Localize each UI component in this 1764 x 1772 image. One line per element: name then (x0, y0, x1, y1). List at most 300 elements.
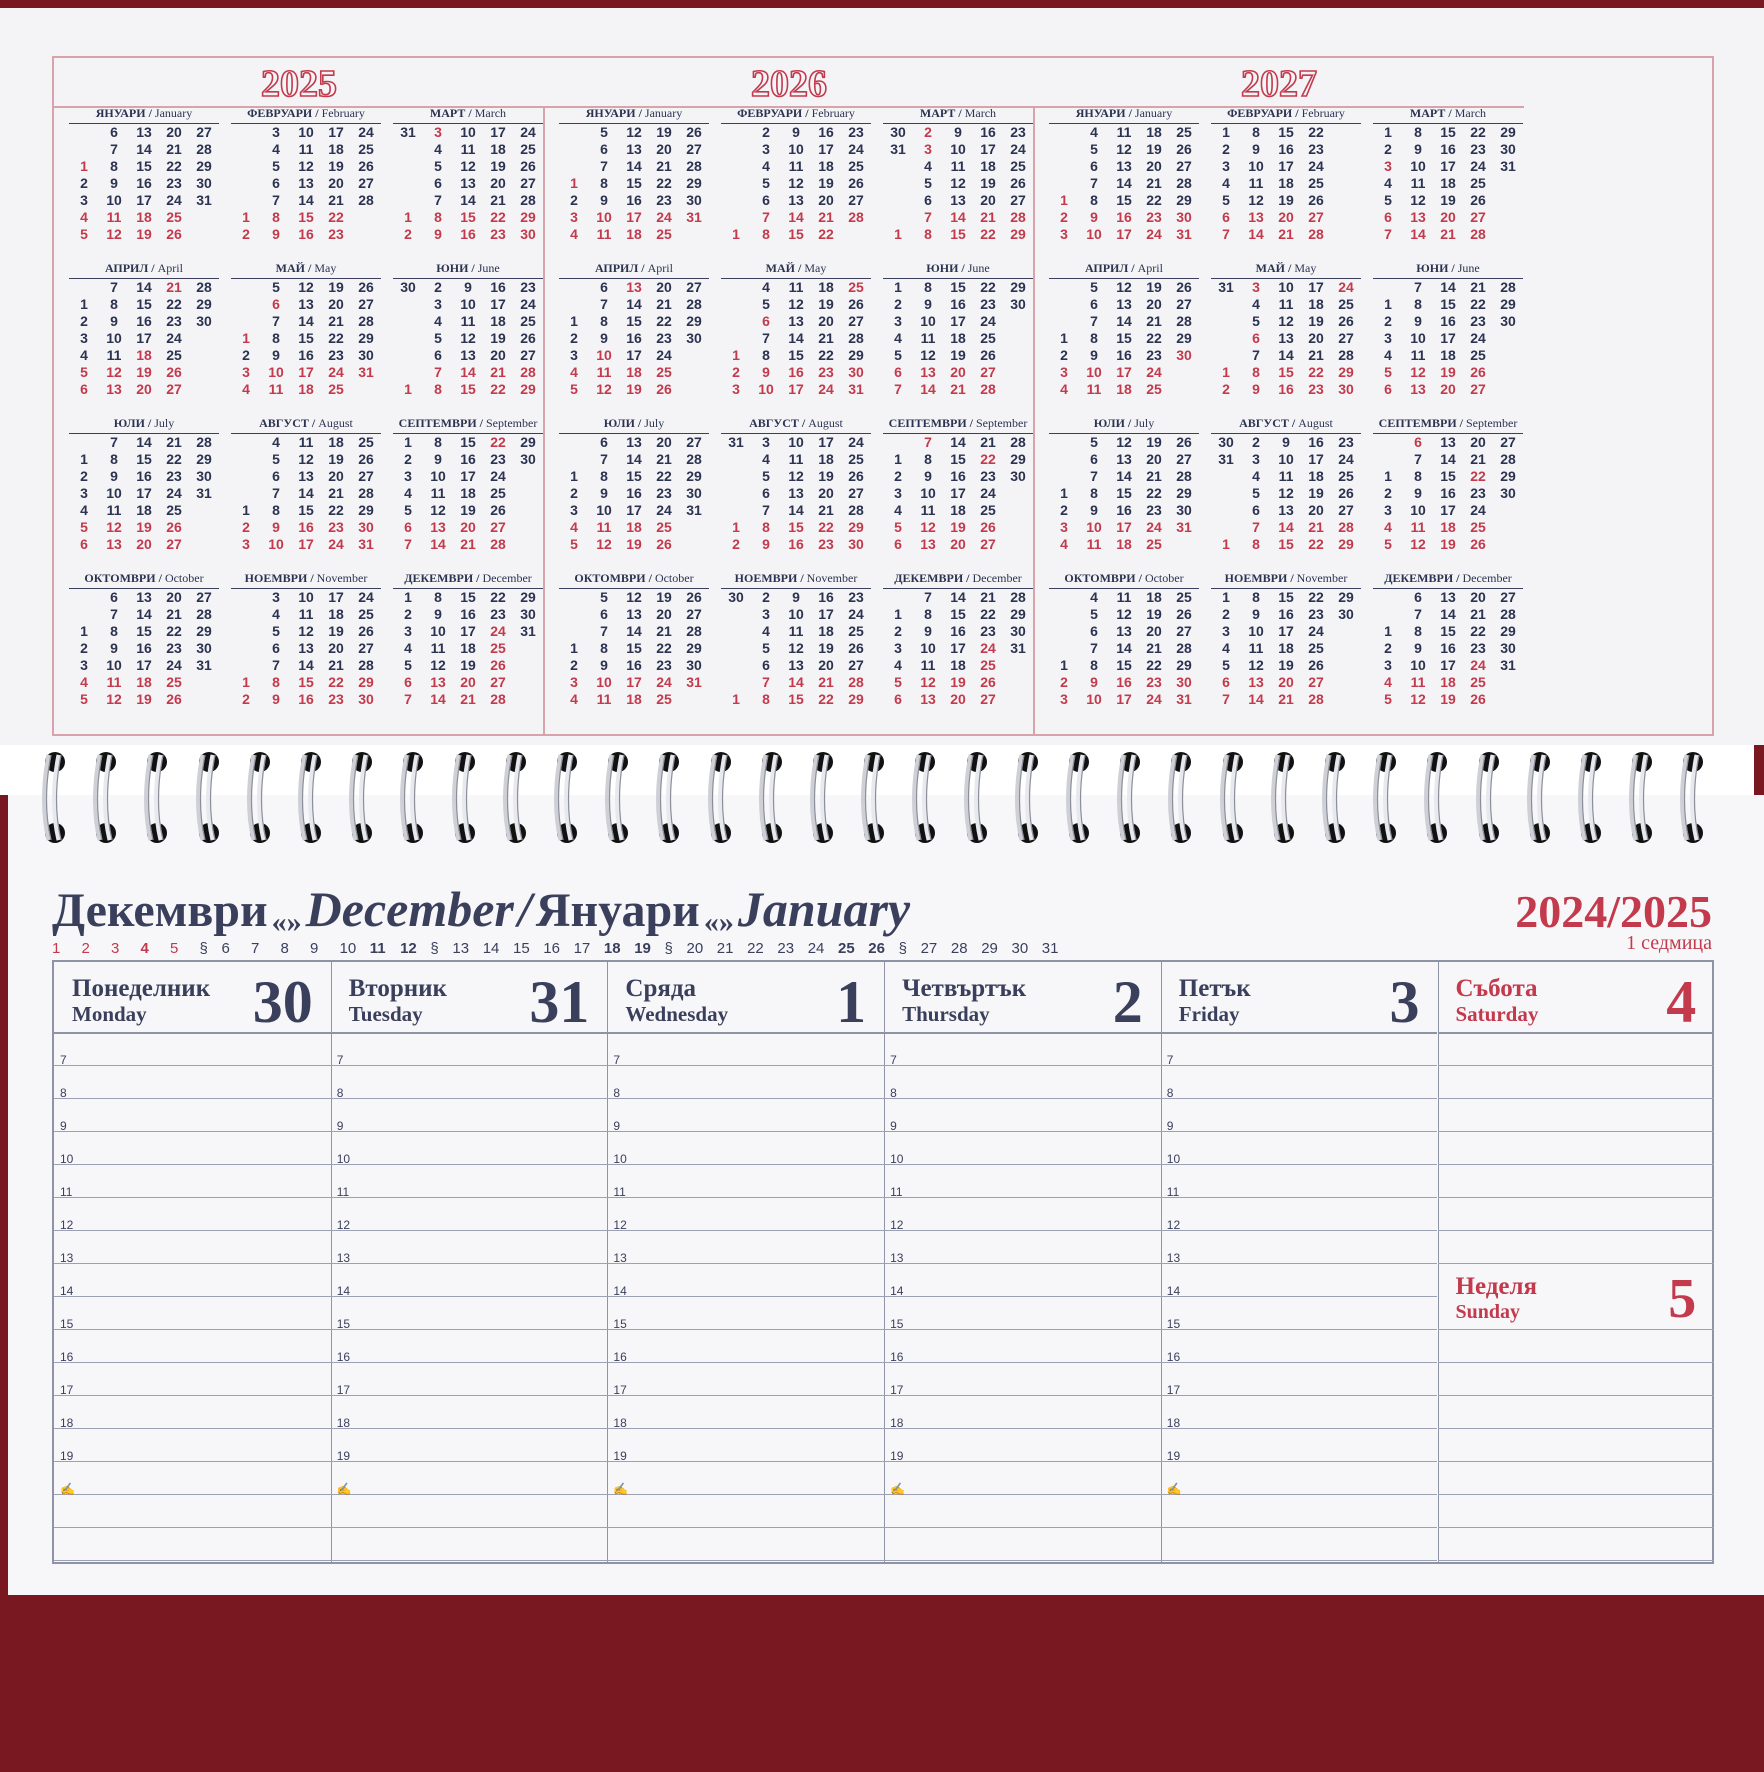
date-cell: 7 (110, 141, 118, 157)
hour-line[interactable] (607, 1494, 884, 1528)
date-cell (1331, 657, 1361, 674)
hour-line[interactable] (1438, 1263, 1715, 1330)
hour-line[interactable] (331, 1197, 608, 1231)
date-cell: 10 (298, 124, 314, 140)
hour-label: 10 (60, 1152, 74, 1166)
date-cell: 29 (848, 691, 864, 707)
hour-line[interactable] (884, 1329, 1161, 1363)
date-cell: 13 (1440, 434, 1456, 450)
date-cell: 23 (818, 364, 834, 380)
hour-line[interactable] (1161, 1065, 1438, 1099)
date-cell: 3 (762, 606, 770, 622)
hour-line[interactable] (54, 1329, 331, 1363)
date-cell: 14 (1248, 226, 1264, 242)
date-cell: 7 (762, 674, 770, 690)
hour-line[interactable] (884, 1098, 1161, 1132)
day-name-bg: Събота (1455, 975, 1538, 1002)
date-cell (513, 640, 543, 657)
date-cell: 29 (358, 330, 374, 346)
hour-line[interactable] (54, 1527, 331, 1561)
weekday-row (231, 279, 381, 296)
day-name-bg: Понеделник (72, 975, 211, 1002)
weekday-row (721, 502, 871, 519)
hour-line[interactable] (1161, 1527, 1438, 1561)
date-cell: 11 (788, 623, 804, 639)
date-cell: 20 (136, 536, 152, 552)
date-cell: 23 (1308, 381, 1324, 397)
date-cell: 6 (762, 192, 770, 208)
date-cell: 29 (1010, 451, 1026, 467)
date-cell (69, 124, 99, 141)
date-cell: 19 (328, 451, 344, 467)
date-cell: 17 (1440, 330, 1456, 346)
hour-line[interactable] (884, 1065, 1161, 1099)
hour-line[interactable] (1438, 1197, 1715, 1231)
hour-label: 13 (336, 1251, 351, 1265)
date-cell: 1 (570, 640, 578, 656)
month-calendar (1049, 571, 1199, 708)
hour-line[interactable] (607, 1527, 884, 1561)
date-cell: 24 (166, 192, 182, 208)
weekday-row (1373, 279, 1523, 296)
hour-line[interactable] (331, 1395, 608, 1429)
date-cell: 12 (1248, 192, 1264, 208)
date-cell: 29 (686, 468, 702, 484)
hour-line[interactable] (1161, 1362, 1438, 1396)
date-cell: 7 (1414, 279, 1422, 295)
date-cell: 11 (596, 691, 612, 707)
date-cell: 7 (600, 451, 608, 467)
date-cell: 6 (1384, 209, 1392, 225)
hour-line[interactable] (607, 1032, 884, 1066)
hour-line[interactable] (884, 1494, 1161, 1528)
date-cell: 22 (166, 296, 182, 312)
hour-line[interactable] (1438, 1230, 1715, 1264)
hour-line[interactable] (607, 1230, 884, 1264)
date-cell: 7 (924, 434, 932, 450)
weekday-row (69, 674, 219, 691)
hour-line[interactable] (607, 1164, 884, 1198)
date-cell: 14 (1440, 606, 1456, 622)
spiral-coil (142, 745, 172, 850)
date-cell: 27 (686, 141, 702, 157)
date-cell: 14 (1116, 640, 1132, 656)
hour-line[interactable] (884, 1032, 1161, 1066)
date-cell: 19 (136, 519, 152, 535)
date-cell: 9 (762, 536, 770, 552)
hour-line[interactable] (331, 1065, 608, 1099)
date-cell (1049, 640, 1079, 657)
date-cell: 10 (1086, 691, 1102, 707)
hour-line[interactable] (331, 1098, 608, 1132)
hour-line[interactable] (1438, 1395, 1715, 1429)
date-cell: 20 (950, 536, 966, 552)
hour-line[interactable] (1161, 1164, 1438, 1198)
weekday-row (231, 691, 381, 708)
date-cell: 13 (1116, 158, 1132, 174)
hour-line[interactable] (331, 1461, 608, 1495)
hour-line[interactable] (54, 1131, 331, 1165)
date-cell: 1 (80, 451, 88, 467)
date-cell: 27 (848, 657, 864, 673)
date-cell: 21 (328, 657, 344, 673)
hour-line[interactable] (607, 1461, 884, 1495)
date-cell (679, 364, 709, 381)
date-cell: 21 (1470, 606, 1486, 622)
date-cell (231, 434, 261, 451)
hour-line[interactable] (54, 1098, 331, 1132)
date-cell (883, 175, 913, 192)
hour-line[interactable] (1438, 1164, 1715, 1198)
date-cell: 3 (1384, 657, 1392, 673)
hour-line[interactable] (607, 1296, 884, 1330)
date-cell: 8 (272, 674, 280, 690)
date-cell: 1 (570, 313, 578, 329)
date-cell: 27 (520, 347, 536, 363)
weekday-row (69, 141, 219, 158)
hour-line[interactable] (607, 1263, 884, 1297)
date-cell: 21 (1146, 640, 1162, 656)
hour-line[interactable] (1161, 1428, 1438, 1462)
date-cell: 11 (596, 519, 612, 535)
date-cell: 2 (1384, 313, 1392, 329)
weekday-row (69, 175, 219, 192)
date-cell: 1 (732, 347, 740, 363)
date-cell: 10 (1410, 158, 1426, 174)
date-cell: 8 (1414, 124, 1422, 140)
date-cell: 16 (788, 364, 804, 380)
date-cell: 2 (570, 330, 578, 346)
date-cell: 26 (1010, 175, 1026, 191)
hour-line[interactable] (1438, 1362, 1715, 1396)
hour-line[interactable] (1161, 1197, 1438, 1231)
date-cell: 5 (894, 674, 902, 690)
hour-line[interactable] (54, 1164, 331, 1198)
date-cell: 12 (460, 330, 476, 346)
weekday-row (721, 536, 871, 553)
date-cell: 23 (656, 485, 672, 501)
date-cell: 3 (242, 536, 250, 552)
date-cell: 6 (404, 674, 412, 690)
date-cell: 9 (600, 192, 608, 208)
date-cell: 14 (136, 279, 152, 295)
date-cell: 18 (626, 519, 642, 535)
date-cell: 11 (920, 330, 936, 346)
date-cell (721, 192, 751, 209)
date-cell (559, 296, 589, 313)
date-cell (1049, 313, 1079, 330)
month-name: МАРТ / March (883, 106, 1033, 124)
date-cell (559, 606, 589, 623)
hour-line[interactable] (1161, 1032, 1438, 1066)
hour-line[interactable] (884, 1527, 1161, 1561)
hour-line[interactable] (1438, 1461, 1715, 1495)
date-cell: 20 (656, 434, 672, 450)
date-cell: 8 (434, 381, 442, 397)
date-cell: 16 (788, 536, 804, 552)
hour-line[interactable] (1438, 1527, 1715, 1561)
date-cell: 8 (762, 519, 770, 535)
date-cell (1211, 485, 1241, 502)
date-cell: 14 (626, 296, 642, 312)
weekday-row (883, 279, 1033, 296)
hour-line[interactable] (54, 1263, 331, 1297)
hour-line[interactable] (54, 1230, 331, 1264)
date-cell (231, 485, 261, 502)
hour-line[interactable] (331, 1494, 608, 1528)
date-cell: 24 (328, 364, 344, 380)
hour-line[interactable] (884, 1362, 1161, 1396)
date-cell: 14 (626, 623, 642, 639)
date-cell: 24 (358, 589, 374, 605)
date-cell: 11 (460, 141, 476, 157)
hour-line[interactable] (54, 1362, 331, 1396)
date-cell: 31 (196, 657, 212, 673)
hour-line[interactable] (331, 1362, 608, 1396)
hour-line[interactable] (607, 1329, 884, 1363)
hour-line[interactable] (1438, 1131, 1715, 1165)
weekday-row (393, 347, 543, 364)
date-cell: 8 (1414, 623, 1422, 639)
date-cell: 21 (950, 381, 966, 397)
date-cell: 15 (460, 589, 476, 605)
date-cell (189, 674, 219, 691)
weekday-row (559, 674, 709, 691)
hour-line[interactable] (331, 1164, 608, 1198)
hour-line[interactable] (54, 1065, 331, 1099)
hour-line[interactable] (884, 1263, 1161, 1297)
hour-label: 17 (336, 1383, 351, 1397)
hour-line[interactable] (1161, 1263, 1438, 1297)
weekday-row (1373, 485, 1523, 502)
hour-line[interactable] (54, 1032, 331, 1066)
date-cell: 4 (762, 279, 770, 295)
date-cell: 13 (1440, 589, 1456, 605)
hour-line[interactable] (607, 1395, 884, 1429)
hour-line[interactable] (1438, 1065, 1715, 1099)
hour-line[interactable] (607, 1197, 884, 1231)
hour-line[interactable] (1438, 1428, 1715, 1462)
spiral-coil (1013, 745, 1043, 850)
date-cell: 14 (1278, 519, 1294, 535)
date-cell: 28 (1470, 226, 1486, 242)
date-cell: 24 (490, 468, 506, 484)
spiral-coil (296, 745, 326, 850)
hour-line[interactable] (331, 1263, 608, 1297)
hour-line[interactable] (1161, 1296, 1438, 1330)
hour-line[interactable] (331, 1527, 608, 1561)
date-cell: 22 (490, 381, 506, 397)
hour-line[interactable] (54, 1395, 331, 1429)
date-cell (883, 158, 913, 175)
hour-line[interactable] (884, 1428, 1161, 1462)
hour-line[interactable] (607, 1362, 884, 1396)
hour-line[interactable] (331, 1296, 608, 1330)
weekday-row (721, 330, 871, 347)
date-cell: 1 (80, 623, 88, 639)
date-cell: 29 (196, 623, 212, 639)
date-cell: 11 (950, 158, 966, 174)
weekday-row (393, 141, 543, 158)
month-name: ЮЛИ / July (559, 416, 709, 434)
hour-label: 19 (336, 1449, 351, 1463)
date-cell: 27 (166, 536, 182, 552)
hour-line[interactable] (54, 1494, 331, 1528)
weekday-row (69, 691, 219, 708)
date-cell: 29 (1010, 606, 1026, 622)
date-cell: 4 (1252, 468, 1260, 484)
date-cell: 13 (950, 192, 966, 208)
date-cell: 24 (520, 124, 536, 140)
year-divider (543, 106, 545, 736)
month-name: ЯНУАРИ / January (1049, 106, 1199, 124)
date-cell: 10 (596, 209, 612, 225)
date-cell (1049, 434, 1079, 451)
date-cell: 24 (656, 209, 672, 225)
hour-line[interactable] (884, 1395, 1161, 1429)
hour-line[interactable] (1438, 1098, 1715, 1132)
date-cell: 18 (950, 330, 966, 346)
date-cell: 30 (520, 451, 536, 467)
date-cell (721, 640, 751, 657)
hour-line[interactable] (1161, 1131, 1438, 1165)
hour-line[interactable] (607, 1131, 884, 1165)
date-cell: 30 (1176, 502, 1192, 518)
weekday-row (559, 623, 709, 640)
date-cell: 17 (1308, 451, 1324, 467)
weekday-row (1211, 519, 1361, 536)
month-en-2: January (737, 881, 911, 937)
weekday-row (883, 502, 1033, 519)
day-header (884, 962, 1161, 1034)
date-cell: 2 (894, 296, 902, 312)
date-cell: 13 (106, 536, 122, 552)
date-cell: 12 (1278, 313, 1294, 329)
date-cell: 4 (1384, 519, 1392, 535)
hour-line[interactable] (884, 1230, 1161, 1264)
date-cell: 28 (358, 657, 374, 673)
date-cell: 17 (950, 640, 966, 656)
hour-line[interactable] (1161, 1461, 1438, 1495)
date-cell (721, 657, 751, 674)
date-cell: 3 (1384, 158, 1392, 174)
year-divider (1033, 106, 1035, 736)
date-cell (1049, 623, 1079, 640)
weekday-row (721, 519, 871, 536)
date-cell: 18 (328, 606, 344, 622)
month-name: ОКТОМВРИ / October (559, 571, 709, 589)
weekday-row (721, 485, 871, 502)
date-cell: 13 (626, 279, 642, 295)
date-cell: 9 (110, 640, 118, 656)
date-cell: 13 (136, 124, 152, 140)
hour-line[interactable] (331, 1329, 608, 1363)
date-cell (1331, 192, 1361, 209)
date-cell: 3 (570, 674, 578, 690)
date-cell: 6 (1414, 589, 1422, 605)
hour-line[interactable] (54, 1197, 331, 1231)
date-cell: 22 (1146, 485, 1162, 501)
date-cell: 2 (894, 468, 902, 484)
hour-line[interactable] (607, 1065, 884, 1099)
hour-line[interactable] (54, 1428, 331, 1462)
hour-line[interactable] (607, 1428, 884, 1462)
date-cell (1003, 657, 1033, 674)
hour-line[interactable] (884, 1164, 1161, 1198)
date-cell (1003, 364, 1033, 381)
hour-line[interactable] (54, 1461, 331, 1495)
hour-label: 13 (890, 1251, 904, 1265)
hour-line[interactable] (331, 1131, 608, 1165)
month-calendar (231, 571, 381, 708)
hour-line[interactable] (884, 1461, 1161, 1495)
date-cell: 6 (80, 536, 88, 552)
date-cell: 15 (460, 434, 476, 450)
hour-line[interactable] (884, 1296, 1161, 1330)
date-cell: 6 (1384, 381, 1392, 397)
date-cell: 1 (732, 691, 740, 707)
hour-line[interactable] (331, 1428, 608, 1462)
date-cell: 7 (434, 364, 442, 380)
date-cell: 26 (358, 158, 374, 174)
hour-line[interactable] (884, 1197, 1161, 1231)
weekday-row (559, 226, 709, 243)
date-cell: 4 (272, 434, 280, 450)
date-cell: 9 (954, 124, 962, 140)
hour-line[interactable] (54, 1296, 331, 1330)
month-bg-1: Декември (52, 884, 268, 937)
weekday-row (1373, 691, 1523, 708)
weekday-row (1373, 124, 1523, 141)
weekday-row (69, 209, 219, 226)
date-cell: 9 (272, 519, 280, 535)
hour-line[interactable] (1161, 1329, 1438, 1363)
date-cell: 19 (460, 502, 476, 518)
month-calendar (1373, 571, 1523, 708)
date-cell: 24 (1338, 451, 1354, 467)
day-name-en: Friday (1178, 1002, 1240, 1026)
date-cell: 19 (1308, 485, 1324, 501)
date-cell: 24 (1146, 226, 1162, 242)
hour-line[interactable] (331, 1230, 608, 1264)
date-cell (1049, 279, 1079, 296)
date-cell: 13 (136, 589, 152, 605)
hour-line[interactable] (1161, 1395, 1438, 1429)
weekday-row (1211, 347, 1361, 364)
month-en-1: December (305, 881, 514, 937)
date-cell (1331, 158, 1361, 175)
hour-line[interactable] (1438, 1032, 1715, 1066)
hour-line[interactable] (884, 1131, 1161, 1165)
weekday-row (1373, 313, 1523, 330)
hour-line[interactable] (607, 1098, 884, 1132)
hour-line[interactable] (1161, 1098, 1438, 1132)
hour-line[interactable] (1438, 1494, 1715, 1528)
strip-day: 9 (310, 940, 319, 957)
weekday-row (559, 434, 709, 451)
hour-line[interactable] (331, 1032, 608, 1066)
date-cell: 9 (272, 691, 280, 707)
spiral-coil (910, 745, 940, 850)
hour-line[interactable] (1438, 1329, 1715, 1363)
hour-line[interactable] (1161, 1230, 1438, 1264)
date-cell: 9 (1090, 502, 1098, 518)
weekday-row (231, 519, 381, 536)
date-cell: 14 (136, 606, 152, 622)
date-cell: 6 (110, 589, 118, 605)
month-calendar (1373, 261, 1523, 398)
hour-line[interactable] (1161, 1494, 1438, 1528)
